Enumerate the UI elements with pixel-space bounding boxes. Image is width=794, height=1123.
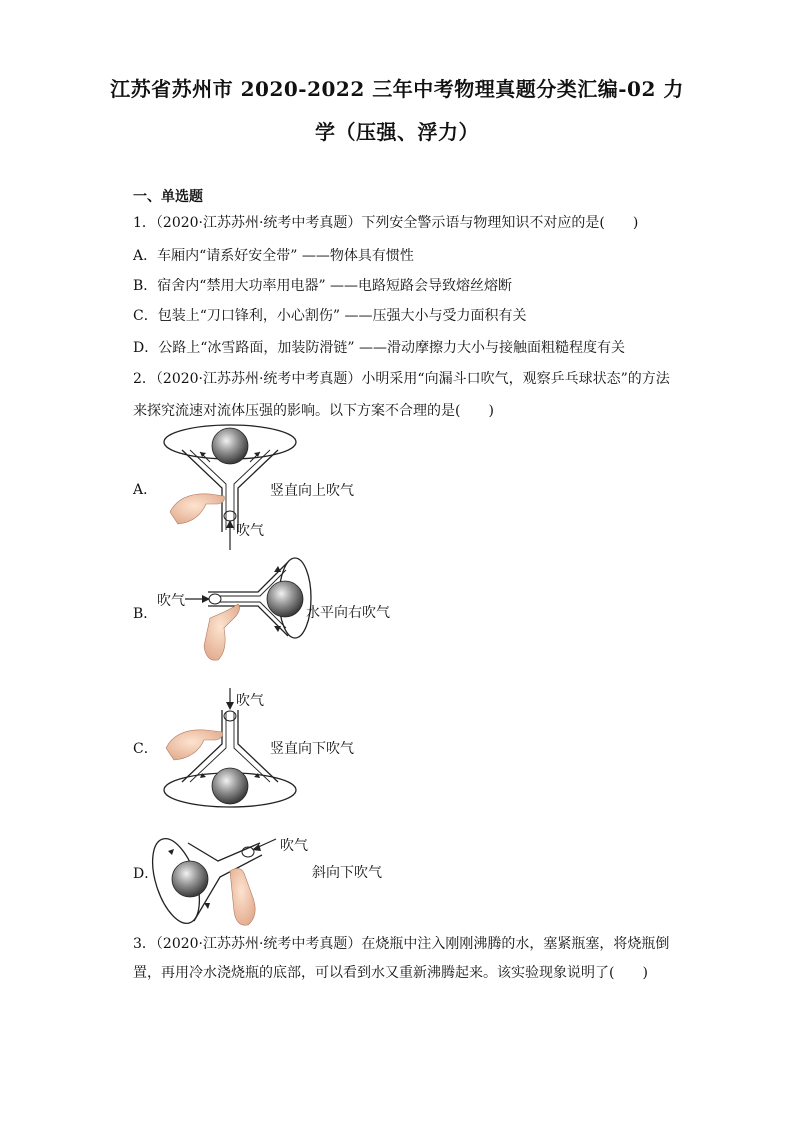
q1-option-b: B．宿舍内“禁用大功率用电器” ——电路短路会导致熔丝熔断 — [133, 278, 513, 294]
q1-stem: 1．（2020·江苏苏州·统考中考真题）下列安全警示语与物理知识不对应的是( ) — [133, 215, 639, 231]
q2-stem-line-2: 来探究流速对流体压强的影响。以下方案不合理的是( ) — [133, 403, 494, 419]
funnel-figure-d — [148, 835, 288, 930]
q3-stem-line-1: 3．（2020·江苏苏州·统考中考真题）在烧瓶中注入刚刚沸腾的水，塞紧瓶塞，将烧瓶倒 — [133, 936, 670, 952]
section-heading: 一、单选题 — [133, 189, 203, 205]
q2-a-direction: 竖直向上吹气 — [270, 483, 354, 499]
q2-c-blow-text: 吹气 — [236, 693, 264, 709]
q1-option-c: C．包装上“刀口锋利，小心割伤” ——压强大小与受力面积有关 — [133, 308, 527, 324]
q2-b-direction: 水平向右吹气 — [306, 605, 390, 621]
q2-c-direction: 竖直向下吹气 — [270, 741, 354, 757]
q2-option-a-label: A． — [133, 482, 158, 498]
q2-b-blow-text: 吹气 — [157, 593, 185, 609]
q2-option-d-label: D． — [133, 866, 159, 882]
q2-option-b-label: B． — [133, 606, 158, 622]
q1-option-d: D．公路上“冰雪路面，加装防滑链” ——滑动摩擦力大小与接触面粗糙程度有关 — [133, 340, 625, 356]
title-line-2: 学（压强、浮力） — [315, 120, 479, 144]
q2-option-c-label: C． — [133, 741, 158, 757]
q2-stem-line-1: 2．（2020·江苏苏州·统考中考真题）小明采用“向漏斗口吹气，观察乒乓球状态”的方法 — [133, 371, 670, 387]
q2-d-blow-text: 吹气 — [280, 838, 308, 854]
q2-d-direction: 斜向下吹气 — [312, 865, 382, 881]
title-line-1: 江苏省苏州市 2020-2022 三年中考物理真题分类汇编-02 力 — [110, 77, 684, 101]
q3-stem-line-2: 置，再用冷水浇烧瓶的底部，可以看到水又重新沸腾起来。该实验现象说明了( ) — [133, 965, 648, 981]
q2-a-blow-text: 吹气 — [236, 523, 264, 539]
q1-option-a: A．车厢内“请系好安全带” ——物体具有惯性 — [133, 248, 414, 264]
